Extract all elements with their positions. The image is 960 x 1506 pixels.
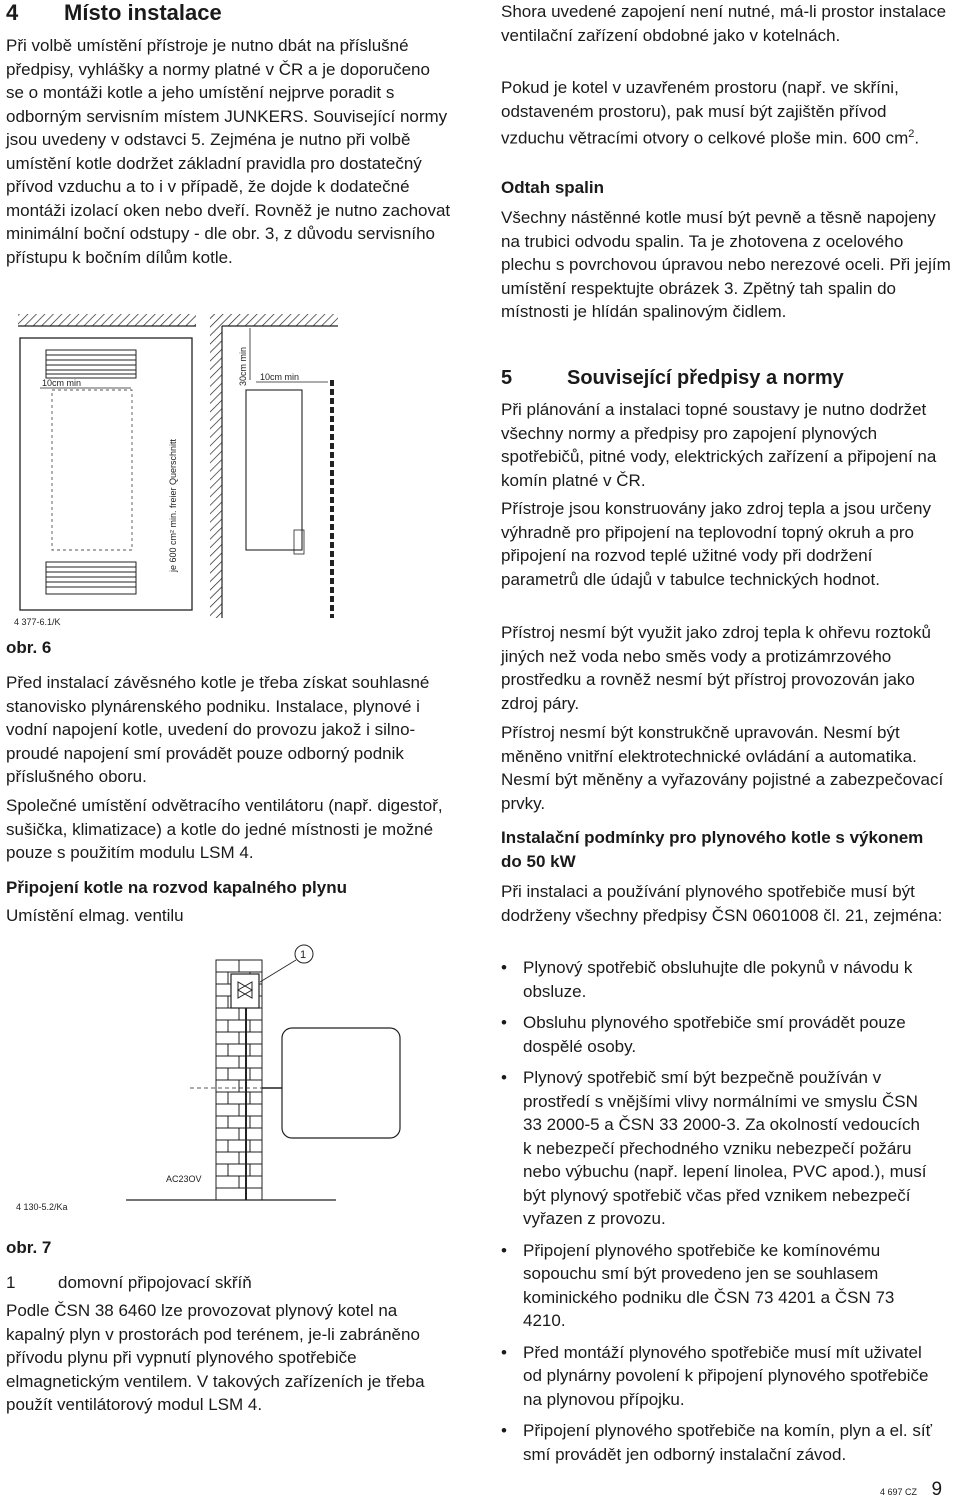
list-item: • Připojení plynového spotřebiče na komín, plyn a el. síť smí provádět jen odborný instalační závod. — [501, 1419, 933, 1466]
louvre-grille-top — [46, 350, 136, 378]
heading-50kw: Instalační podmínky pro plynového kotle s výkonem do 50 kW — [501, 828, 924, 871]
page-number: 9 — [931, 1479, 943, 1500]
paragraph-ventilator: Společné umístění odvětracího ventilátoru (např. digestoř, sušička, klimatizace) a kotle do jedné místnosti je možné pouze s použitím modulu LSM 4. — [6, 796, 443, 862]
list-item: • Před montáží plynového spotřebiče musí mít uživatel od plynárny povolení k připojení plynového spotřebiče na plynovou přípojku. — [501, 1341, 933, 1412]
heading-lpg: Připojení kotle na rozvod kapalného plynu — [6, 878, 347, 897]
footer — [880, 1479, 942, 1501]
paragraph-s5-2: Přístroje jsou konstruovány jako zdroj tepla a jsou určeny výhradně pro připojení na teplovodní topný okruh a pro připojení na rozvod teplé užitné vody při dodržení parametrů dle údajů v tabulce technických hodnot. — [501, 499, 931, 589]
boiler-side-view — [246, 390, 302, 550]
fig6-caption: obr. 6 — [6, 638, 52, 657]
paragraph-s5-1: Při plánování a instalaci topné soustavy je nutno dodržet všechny normy a předpisy pro zapojení plynových spotřebičů, pitné vody, elektrických zařízení a připojení na komín platné v ČR. — [501, 400, 937, 490]
paragraph-before-install: Před instalací závěsného kotle je třeba získat souhlasné stanovisko plynárenského podniku. Instalace, plynové i vodní napojení kotle, uvedení do provozu jakož i silno-proudé napojení smí provádět pouze odborný podnik příslušného oboru. — [6, 673, 430, 786]
paragraph-flue: Všechny nástěnné kotle musí být pevně a těsně napojeny na trubici odvodu spalin. Ta je zhotovena z ocelového plechu s povrchovou úpravou nebo nerezové oceli. Při jejím umístění respektujte obrázek 3. Zpětný tah spalin do místnosti je hlídán spalinovým čidlem. — [501, 208, 951, 321]
dim-10cm-left: 10cm min — [42, 378, 82, 388]
louvre-grille-bottom — [46, 562, 136, 594]
paragraph-ventilation: Shora uvedené zapojení není nutné, má-li prostor instalace ventilační zařízení obdobné jako v kotelnách. — [501, 2, 947, 45]
gas-tank — [282, 1028, 400, 1138]
paragraph-elmag: Umístění elmag. ventilu — [6, 906, 184, 925]
paragraph-s5-3: Přístroj nesmí být využit jako zdroj tepla k ohřevu roztoků jiných než voda nebo směs vody a protizámrzového prostředku a rovněž nesmí být přístroj provozován jako zdroj páry. — [501, 623, 931, 713]
list-item: • Plynový spotřebič obsluhujte dle pokynů v návodu k obsluze. — [501, 956, 933, 1003]
figure-6 — [6, 310, 456, 630]
label-ac230v: AC23OV — [166, 1174, 202, 1184]
paragraph-50kw: Při instalaci a používání plynového spotřebiče musí být dodrženy všechny předpisy ČSN 0601008 čl. 21, zejména: — [501, 882, 943, 925]
paragraph-s5-4: Přístroj nesmí být konstrukčně upravován. Nesmí být měněno vnitřní elektrotechnické ovládání a automatika. Nesmí být měněny a vyřazovány pojistné a zabezpečovací prvky. — [501, 723, 944, 813]
fig7-caption: obr. 7 — [6, 1238, 52, 1257]
paragraph-enclosed: Pokud je kotel v uzavřeném prostoru (např. ve skříni, odstaveném prostoru), pak musí být zajištěn přívod vzduchu větracími otvory o celkové ploše min. 600 $cm^2$. — [501, 78, 920, 148]
marker-1-label: 1 — [300, 949, 307, 961]
figure-7 — [6, 938, 456, 1228]
list-item: • Plynový spotřebič smí být bezpečně používán v prostředí s vnějšími vlivy normálními ve smyslu ČSN 33 2000-5 a ČSN 33 2000-3. Za okolností vedoucích k nebezpečí přechodného vzniku nebezpečí požáru nebo výbuchu (např. lepení linolea, PVC apod.), musí být plynový spotřebič včas před vznikem nebezpečí vyřazen z provozu. — [501, 1066, 933, 1231]
dim-10cm-right: 10cm min — [260, 372, 300, 382]
intro-paragraph: Při volbě umístění přístroje je nutno dbát na příslušné předpisy, vyhlášky a normy platné v ČR a je doporučeno se o montáži kotle a jeho umístění nejprve poradit s odborným servisním místem JUNKERS. Související normy jsou uvedeny v odstavci 5. Zejména je nutno při volbě umístění kotle dodržet základní pravidla pro dostatečný přívod vzduchu a to i v případě, že dojde k dodatečné montáži izolací oken nebo dveří. Rovněž je nutno zachovat minimální boční odstupy - dle obr. 3, z důvodu servisního přístupu k bočním dílům kotle. — [6, 36, 451, 267]
wall-hatch — [210, 326, 222, 618]
dim-30cm: 30cm min — [238, 346, 248, 386]
connection-box — [231, 974, 259, 1008]
ceiling-hatch-right — [210, 314, 338, 326]
ceiling-hatch-left — [18, 314, 196, 326]
section-4-heading: 4 Místo instalace — [6, 0, 222, 25]
fig6-code: 4 377-6.1/K — [14, 617, 61, 627]
heading-flue: Odtah spalin — [501, 178, 604, 197]
vertical-area-label: je 600 cm² min. freier Querschnitt — [168, 438, 178, 572]
fig7-code: 4 130-5.2/Ka — [16, 1202, 68, 1212]
fig7-legend: 1 domovní připojovací skříň — [6, 1273, 252, 1292]
boiler-inside-cabinet — [52, 390, 132, 550]
list-item: • Připojení plynového spotřebiče ke komínovému sopouchu smí být provedeno jen se souhlasem kominického podniku dle ČSN 73 4201 a ČSN 73 4210. — [501, 1239, 933, 1333]
paragraph-csn: Podle ČSN 38 6460 lze provozovat plynový kotel na kapalný plyn v prostorách pod terénem, je-li zabráněno přívodu plynu při vypnutí plynového spotřebiče elmagnetickým ventilem. V takových zařízeních je třeba použít ventilátorový modul LSM 4. — [6, 1301, 425, 1414]
list-item: • Obsluhu plynového spotřebiče smí provádět pouze dospělé osoby. — [501, 1011, 933, 1058]
requirements-list — [501, 956, 933, 1466]
footer-doc-code: 4 697 CZ — [880, 1487, 918, 1497]
section-5-heading: 5 Související předpisy a normy — [501, 367, 844, 389]
